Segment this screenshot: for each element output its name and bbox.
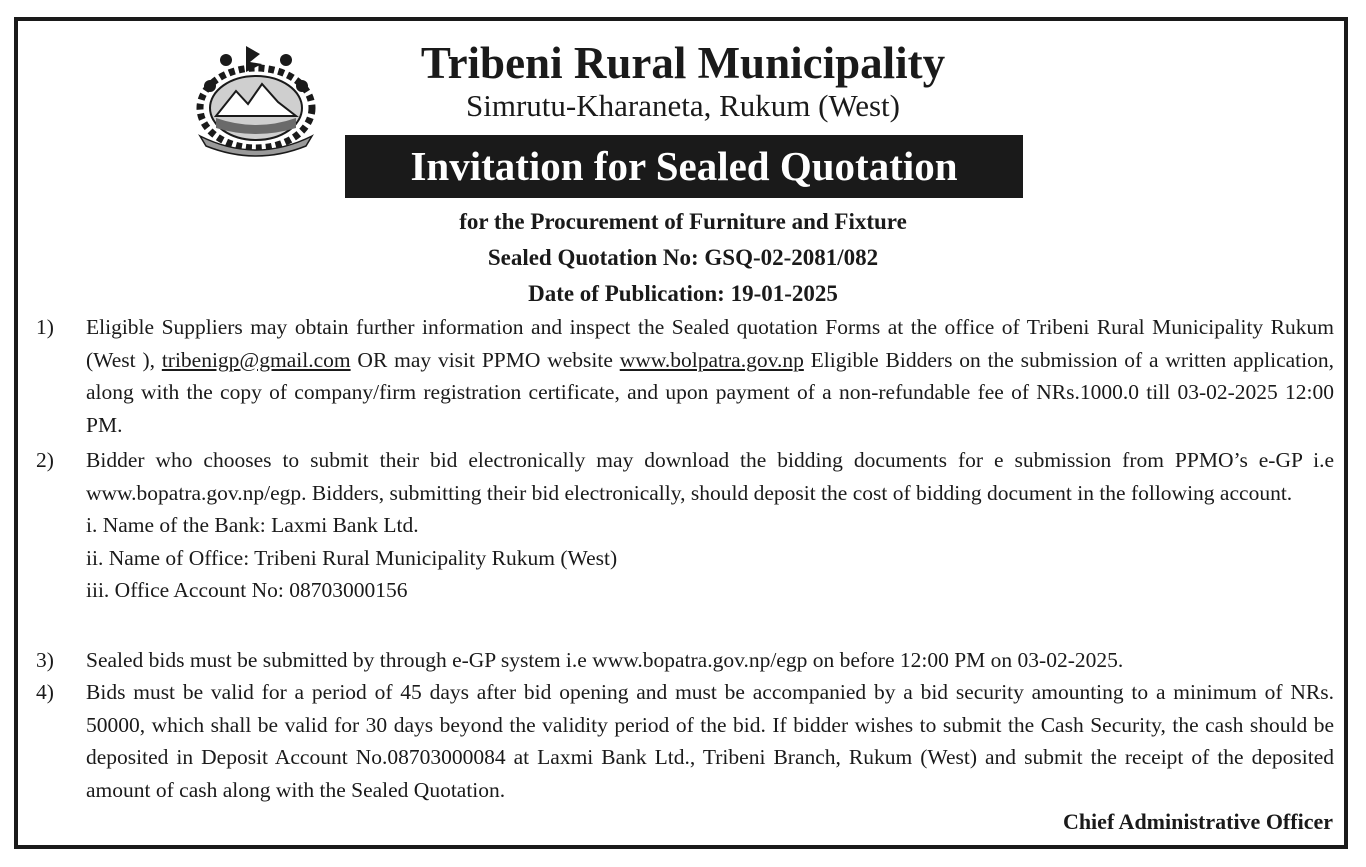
clause-number: 4) (36, 680, 54, 704)
clause-3 (36, 644, 1334, 677)
account-number: iii. Office Account No: 08703000156 (86, 578, 408, 602)
website-link[interactable]: www.bolpatra.gov.np (619, 347, 804, 372)
clause-text: Eligible Suppliers may obtain further information and inspect the Sealed quotation Forms at the office of Tribeni Rural Municipality Rukum (West ), tribenigp@gmail.com OR may visit PPMO website www.bolpatra.gov.np Eligible Bidders on the submission of a written application, along with the copy of company/firm registration certificate, and upon payment of a non-refundable fee of NRs.1000.0 till 03-02-2025 12:00 PM. (86, 315, 1335, 437)
org-name: Tribeni Rural Municipality (420, 38, 946, 88)
clause-text: Sealed bids must be submitted by through e-GP system i.e www.bopatra.gov.np/egp on before 12:00 PM on 03-02-2025. (86, 648, 1124, 672)
email-link[interactable]: tribenigp@gmail.com (161, 347, 351, 372)
clause-number: 3) (36, 648, 54, 672)
quotation-number: Sealed Quotation No: GSQ-02-2081/082 (487, 245, 879, 270)
clause-text: Bids must be valid for a period of 45 days after bid opening and must be accompanied by a bid security amounting to a minimum of NRs. 50000, which shall be valid for 30 days beyond the validity period of the bid. If bidder wishes to submit the Cash Security, the cash should be deposited in Deposit Account No.08703000084 at Laxmi Bank Ltd., Tribeni Branch, Rukum (West) and submit the receipt of the deposited amount of cash along with the Sealed Quotation. (86, 680, 1334, 802)
clause-1 (36, 311, 1334, 441)
title-banner: Invitation for Sealed Quotation (345, 135, 1023, 198)
signatory: Chief Administrative Officer (1062, 809, 1333, 834)
clause-number: 2) (36, 448, 54, 472)
org-address: Simrutu-Kharaneta, Rukum (West) (466, 88, 900, 123)
procurement-subject: for the Procurement of Furniture and Fixture (459, 209, 907, 234)
office-name: ii. Name of Office: Tribeni Rural Municipality Rukum (West) (86, 545, 618, 570)
clause-text: Bidder who chooses to submit their bid electronically may download the bidding documents for e submission from PPMO’s e-GP i.e www.bopatra.gov.np/egp. Bidders, submitting their bid electronically, should deposit the cost of bidding document in the following account. i. Name of the Bank: Laxmi Bank Ltd. ii. Name of Office: Tribeni Rural Municipality Rukum (West) iii. Office Account No: 08703000156 (86, 444, 1334, 607)
publication-date: Date of Publication: 19-01-2025 (528, 281, 838, 306)
clause-2 (36, 444, 1334, 607)
bank-name: i. Name of the Bank: Laxmi Bank Ltd. (86, 513, 419, 537)
clause-number: 1) (36, 315, 54, 339)
clause-4 (36, 676, 1334, 806)
